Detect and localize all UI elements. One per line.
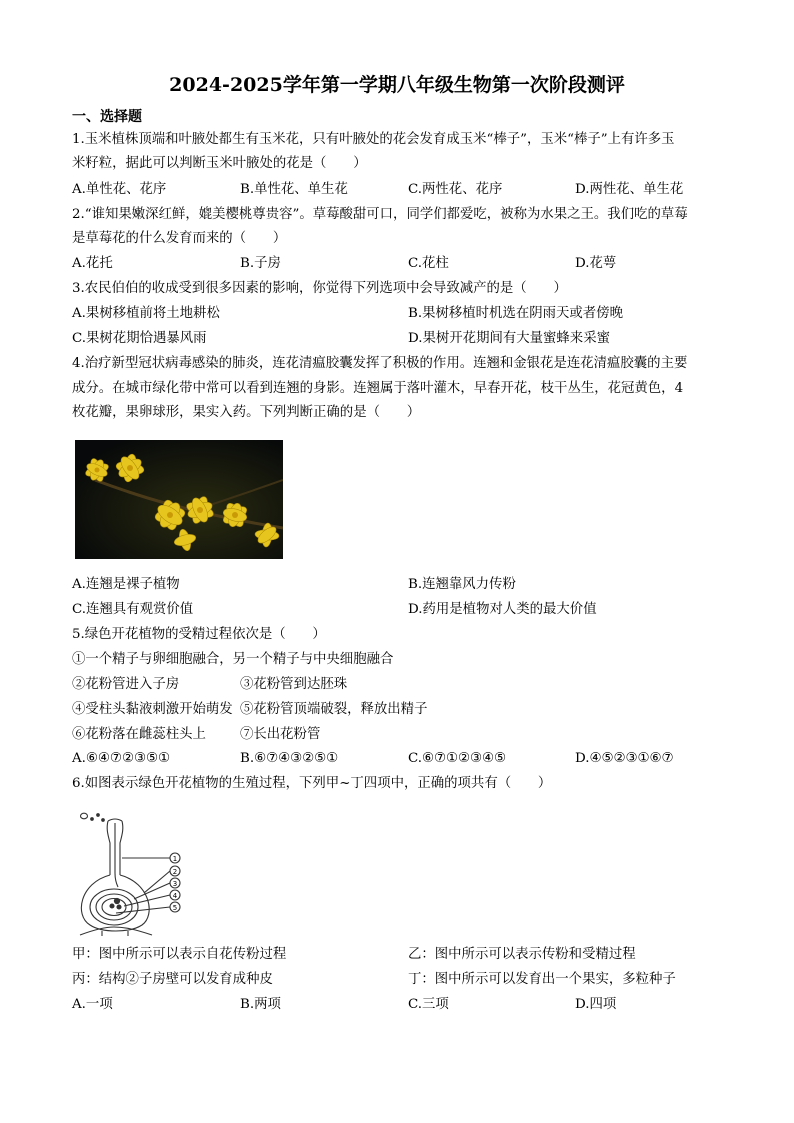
q2-options: [72, 253, 732, 275]
q2-option-c[interactable]: C.花柱: [408, 256, 449, 271]
q4-options-row1: [72, 574, 732, 596]
q4-option-b[interactable]: B.连翘靠风力传粉: [408, 577, 516, 592]
q5-option-c[interactable]: C.⑥⑦①②③④⑤: [408, 751, 507, 766]
q6-options: [72, 994, 732, 1016]
forsythia-flower-photo: [75, 440, 283, 559]
q5-step-7: ⑦长出花粉管: [240, 727, 321, 742]
diagram-label-5: 5: [172, 904, 178, 912]
q3-option-b[interactable]: B.果树移植时机选在阴雨天或者傍晚: [408, 306, 623, 321]
q6-stem-line1: 6.如图表示绿色开花植物的生殖过程，下列甲~丁四项中，正确的项共有（ ）: [72, 776, 552, 791]
pistil-drawing: [72, 803, 197, 936]
pistil-diagram: [72, 803, 197, 936]
diagram-label-1: 1: [172, 855, 178, 863]
q3-stem-line1: 3.农民伯伯的收成受到很多因素的影响，你觉得下列选项中会导致减产的是（ ）: [72, 281, 567, 296]
q3-option-d[interactable]: D.果树开花期间有大量蜜蜂来采蜜: [408, 331, 610, 346]
q5-step-5: ⑤花粉管顶端破裂，释放出精子: [240, 702, 428, 717]
exam-title: 2024-2025学年第一学期八年级生物第一次阶段测评: [169, 74, 625, 96]
q4-option-a[interactable]: A.连翘是裸子植物: [72, 577, 180, 592]
q2-stem-line2: 是草莓花的什么发育而来的（ ）: [72, 231, 287, 246]
q5-stem-line1: 5.绿色开花植物的受精过程依次是（ ）: [72, 627, 326, 642]
q3-option-c[interactable]: C.果树花期恰遇暴风雨: [72, 331, 207, 346]
q6-option-b[interactable]: B.两项: [240, 997, 281, 1012]
q4-option-c[interactable]: C.连翘具有观赏价值: [72, 602, 194, 617]
q4-options-row2: [72, 599, 732, 621]
q5-step-4: ④受柱头黏液刺激开始萌发: [72, 702, 233, 717]
q1-option-a[interactable]: A.单性花、花序: [72, 182, 167, 197]
q6-statement-bing: 丙：结构②子房壁可以发育成种皮: [72, 972, 273, 987]
q1-stem-line2: 米籽粒，据此可以判断玉米叶腋处的花是（ ）: [72, 156, 367, 171]
q5-step-1: ①一个精子与卵细胞融合，另一个精子与中央细胞融合: [72, 652, 394, 667]
q6-option-a[interactable]: A.一项: [72, 997, 113, 1012]
q6-statement-ding: 丁：图中所示可以发育出一个果实，多粒种子: [408, 972, 676, 987]
forsythia-illustration: [75, 440, 283, 559]
q2-option-d[interactable]: D.花萼: [575, 256, 617, 271]
q4-stem-line1: 4.治疗新型冠状病毒感染的肺炎，连花清瘟胶囊发挥了积极的作用。连翘和金银花是连花清瘟胶囊的主要: [72, 356, 688, 371]
q3-option-a[interactable]: A.果树移植前将土地耕松: [72, 306, 220, 321]
q1-stem-line1: 1.玉米植株顶端和叶腋处都生有玉米花，只有叶腋处的花会发育成玉米“棒子”，玉米“棒子”上有许多玉: [72, 132, 675, 147]
q6-statements-row2: [72, 969, 732, 991]
q6-statements-row1: [72, 944, 732, 966]
q5-option-b[interactable]: B.⑥⑦④③②⑤①: [240, 751, 339, 766]
q6-option-d[interactable]: D.四项: [575, 997, 617, 1012]
diagram-label-4: 4: [172, 892, 178, 900]
q4-stem-line2: 成分。在城市绿化带中常可以看到连翘的身影。连翘属于落叶灌木，早春开花，枝干丛生，花冠黄色，4: [72, 381, 684, 396]
q3-options-row2: [72, 328, 732, 350]
q6-option-c[interactable]: C.三项: [408, 997, 449, 1012]
q3-options-row1: [72, 303, 732, 325]
q5-step-2: ②花粉管进入子房: [72, 677, 180, 692]
q2-stem-line1: 2.“谁知果嫩深红鲜，媲美樱桃尊贵容”。草莓酸甜可口，同学们都爱吃，被称为水果之王。我们吃的草莓: [72, 207, 688, 222]
q4-option-d[interactable]: D.药用是植物对人类的最大价值: [408, 602, 597, 617]
q5-options: [72, 748, 732, 770]
q1-option-d[interactable]: D.两性花、单生花: [575, 182, 684, 197]
diagram-label-3: 3: [172, 880, 178, 888]
q5-step-3: ③花粉管到达胚珠: [240, 677, 348, 692]
q1-options: [72, 179, 732, 201]
q6-statement-yi: 乙：图中所示可以表示传粉和受精过程: [408, 947, 636, 962]
q1-option-c[interactable]: C.两性花、花序: [408, 182, 503, 197]
diagram-label-2: 2: [172, 868, 178, 876]
q5-step-6: ⑥花粉落在雌蕊柱头上: [72, 727, 206, 742]
q2-option-a[interactable]: A.花托: [72, 256, 113, 271]
q5-option-d[interactable]: D.④⑤②③①⑥⑦: [575, 751, 674, 766]
q5-steps-row4: [72, 724, 732, 746]
q6-statement-jia: 甲：图中所示可以表示自花传粉过程: [72, 947, 287, 962]
q1-option-b[interactable]: B.单性花、单生花: [240, 182, 348, 197]
q4-stem-line3: 枚花瓣，果卵球形，果实入药。下列判断正确的是（ ）: [72, 405, 421, 420]
q5-steps-row3: [72, 699, 732, 721]
section-heading: 一、选择题: [72, 109, 142, 125]
q5-steps-row2: [72, 674, 732, 696]
q5-option-a[interactable]: A.⑥④⑦②③⑤①: [72, 751, 170, 766]
q2-option-b[interactable]: B.子房: [240, 256, 281, 271]
